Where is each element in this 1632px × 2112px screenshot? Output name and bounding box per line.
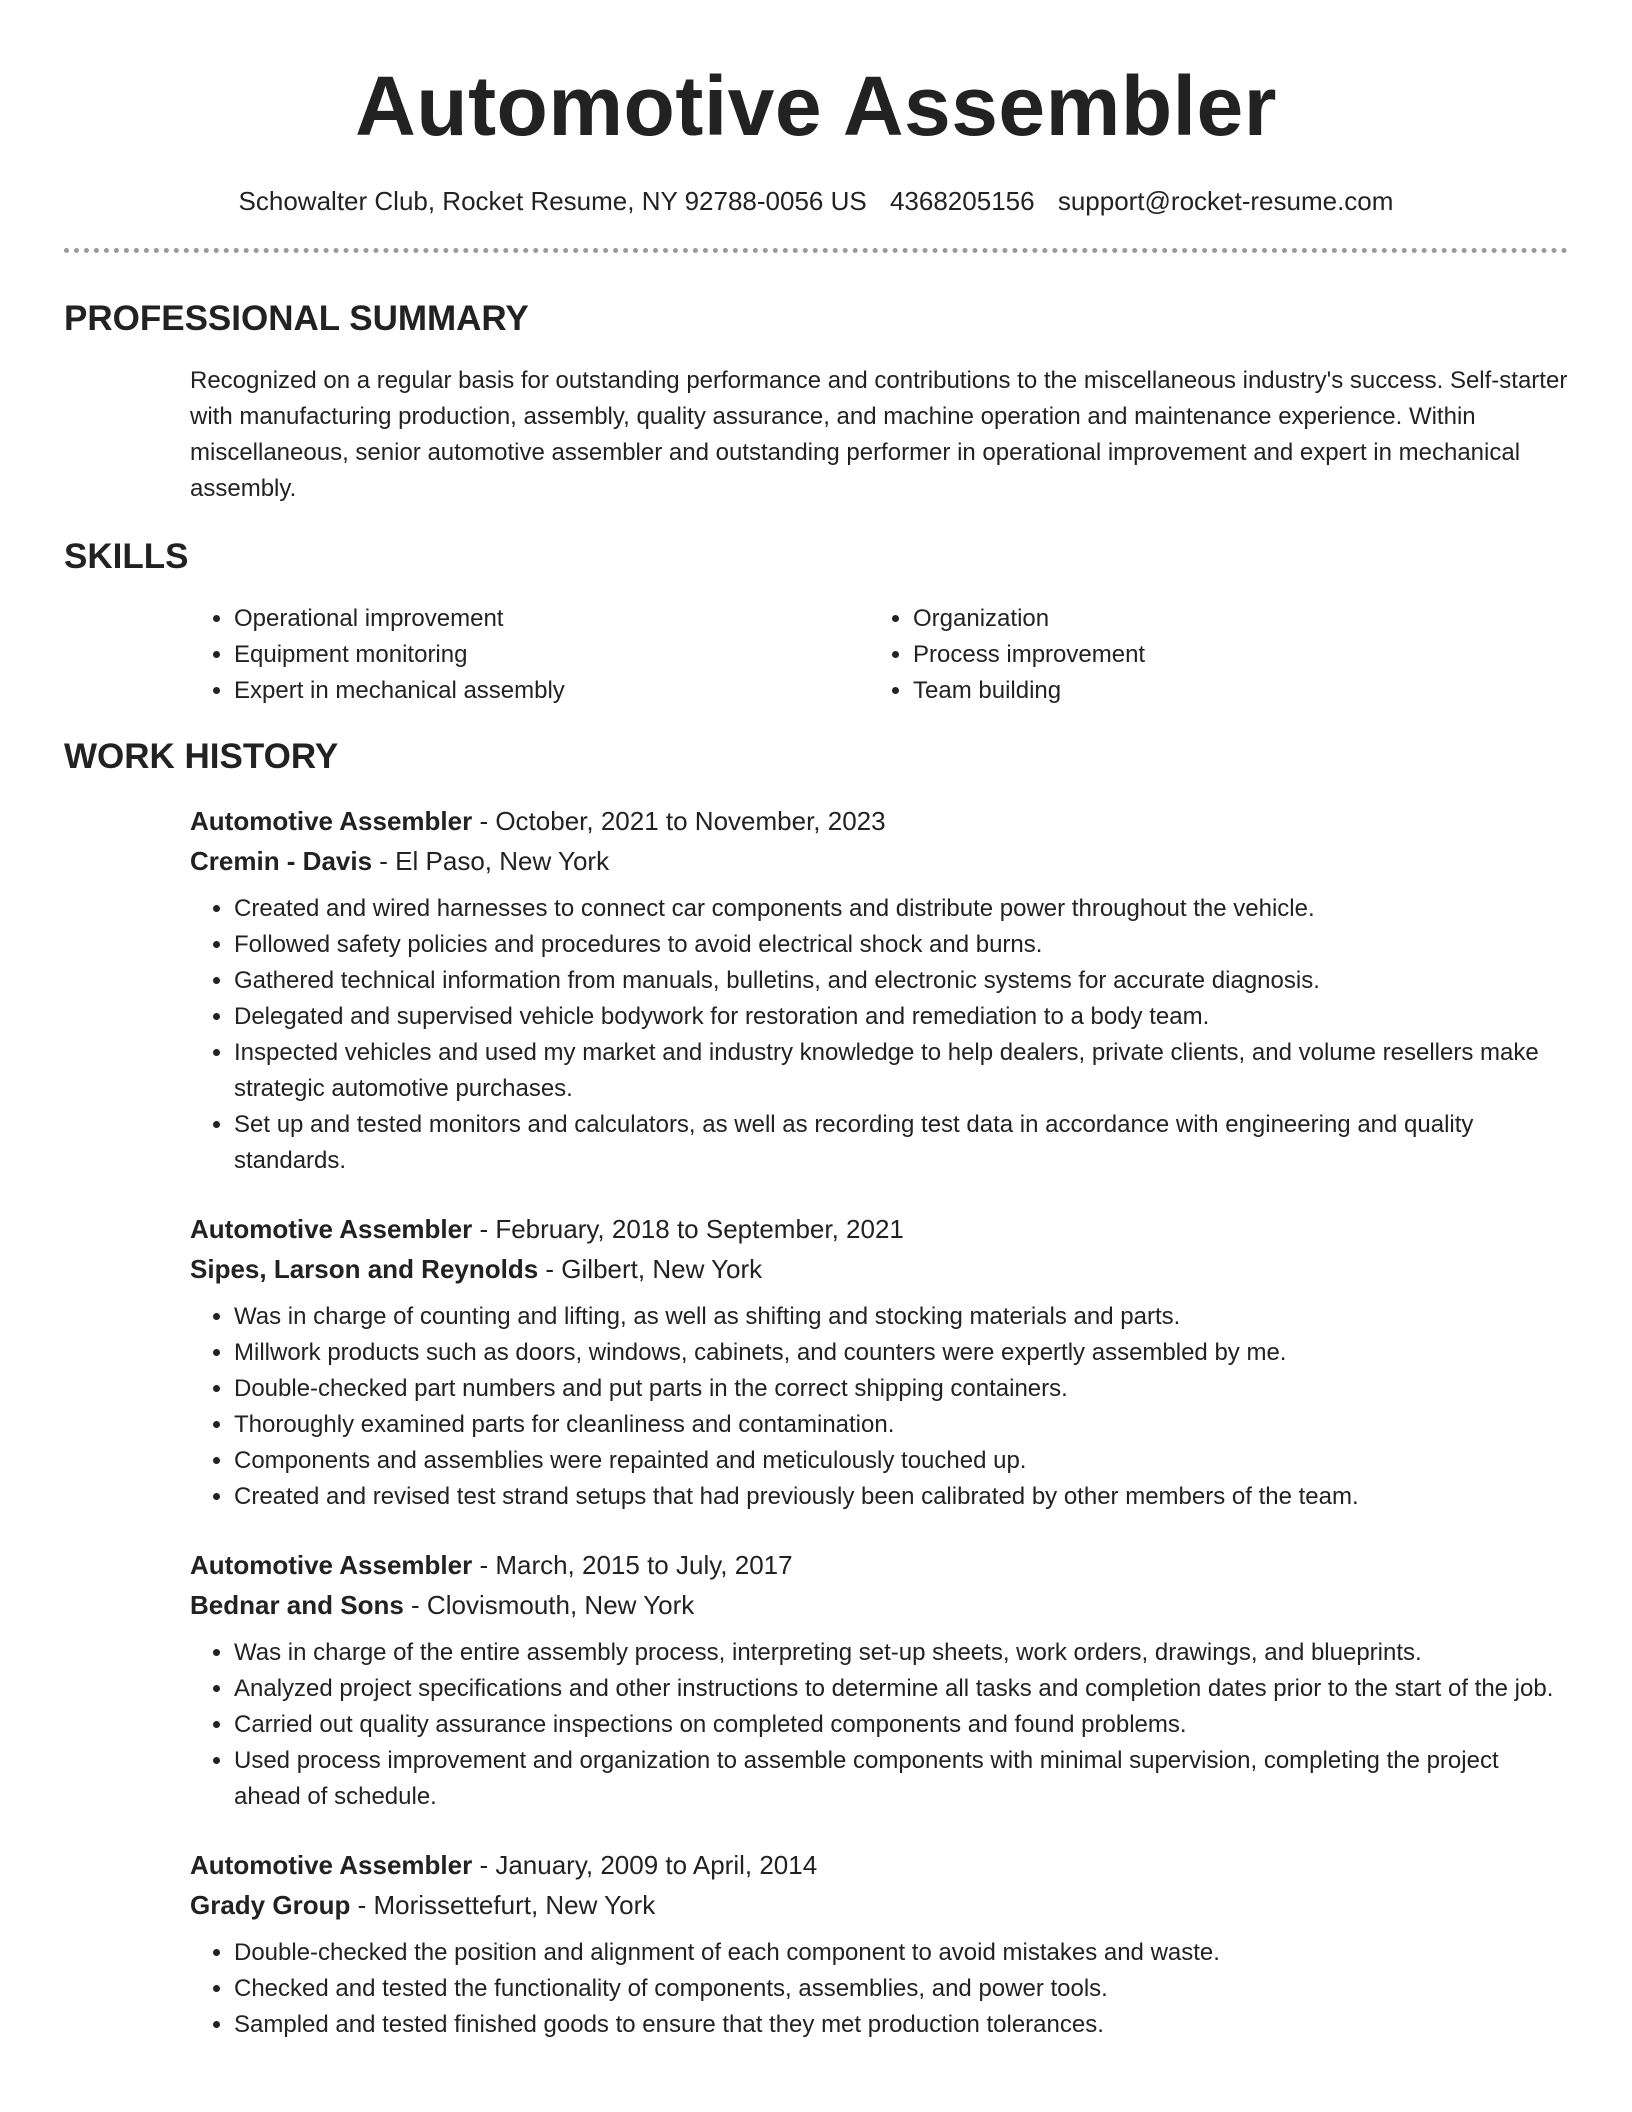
job-bullet: • Set up and tested monitors and calculators, as well as recording test data in accordance with engineering and quality standards. [234, 1107, 1568, 1179]
skill-item: • Team building [913, 673, 1568, 709]
job-company: Bednar and Sons [190, 1590, 404, 1620]
job-entry [190, 1209, 1568, 1515]
job-company-line [190, 1885, 1568, 1925]
job-company: Cremin - Davis [190, 846, 373, 876]
job-location: - Gilbert, New York [538, 1254, 763, 1284]
skill-item: • Organization [913, 601, 1568, 637]
job-company: Sipes, Larson and Reynolds [190, 1254, 539, 1284]
job-bullets [190, 1635, 1568, 1815]
job-location: - Clovismouth, New York [403, 1590, 695, 1620]
skill-item: • Expert in mechanical assembly [234, 673, 869, 709]
job-bullet: • Gathered technical information from manuals, bulletins, and electronic systems for accurate diagnosis. [234, 963, 1568, 999]
job-title-line [190, 1845, 1568, 1885]
job-bullet: • Millwork products such as doors, windows, cabinets, and counters were expertly assembled by me. [234, 1335, 1568, 1371]
job-title-line [190, 801, 1568, 841]
summary-heading: PROFESSIONAL SUMMARY [64, 299, 529, 338]
job-entry [190, 1845, 1568, 2043]
job-dates: - March, 2015 to July, 2017 [472, 1550, 793, 1580]
skill-item: • Process improvement [913, 637, 1568, 673]
skills-column-left [190, 601, 869, 709]
job-bullet: • Created and revised test strand setups that had previously been calibrated by other members of the team. [234, 1479, 1568, 1515]
job-entry [190, 801, 1568, 1179]
skills-heading: SKILLS [64, 537, 189, 576]
job-bullets [190, 891, 1568, 1179]
job-bullet: • Thoroughly examined parts for cleanliness and contamination. [234, 1407, 1568, 1443]
job-title-line [190, 1545, 1568, 1585]
work-history-heading: WORK HISTORY [64, 737, 339, 776]
job-entry [190, 1545, 1568, 1815]
job-location: - Morissettefurt, New York [350, 1890, 656, 1920]
job-bullet: • Created and wired harnesses to connect car components and distribute power throughout the vehicle. [234, 891, 1568, 927]
summary-text: Recognized on a regular basis for outstanding performance and contributions to the miscellaneous industry's success. Self-starter with manufacturing production, assembly, quality assurance, and machine operation and maintenance experience. Within miscellaneous, senior automotive assembler and outstanding performer in operational improvement and expert in mechanical assembly. [190, 367, 1568, 502]
header-divider [64, 248, 1568, 253]
job-role: Automotive Assembler [190, 1550, 473, 1580]
job-bullets [190, 1299, 1568, 1515]
job-bullet: • Analyzed project specifications and other instructions to determine all tasks and completion dates prior to the start of the job. [234, 1671, 1568, 1707]
skill-item: • Equipment monitoring [234, 637, 869, 673]
job-bullet: • Used process improvement and organization to assemble components with minimal supervision, completing the project ahead of schedule. [234, 1743, 1568, 1815]
contact-line [64, 184, 1568, 218]
job-company-line [190, 841, 1568, 881]
job-dates: - October, 2021 to November, 2023 [472, 806, 886, 836]
job-bullet: • Delegated and supervised vehicle bodywork for restoration and remediation to a body team. [234, 999, 1568, 1035]
job-location: - El Paso, New York [372, 846, 610, 876]
job-bullet: • Double-checked the position and alignment of each component to avoid mistakes and waste. [234, 1935, 1568, 1971]
job-role: Automotive Assembler [190, 1850, 473, 1880]
job-bullet: • Was in charge of counting and lifting, as well as shifting and stocking materials and parts. [234, 1299, 1568, 1335]
job-company: Grady Group [190, 1890, 351, 1920]
job-company-line [190, 1249, 1568, 1289]
resume-name: Automotive Assembler [355, 59, 1277, 153]
job-title-line [190, 1209, 1568, 1249]
job-bullet: • Carried out quality assurance inspections on completed components and found problems. [234, 1707, 1568, 1743]
job-bullet: • Double-checked part numbers and put parts in the correct shipping containers. [234, 1371, 1568, 1407]
contact-phone: 4368205156 [889, 186, 1035, 216]
contact-address: Schowalter Club, Rocket Resume, NY 92788-0056 US [238, 186, 867, 216]
contact-email: support@rocket-resume.com [1057, 186, 1394, 216]
job-company-line [190, 1585, 1568, 1625]
job-bullet: • Was in charge of the entire assembly process, interpreting set-up sheets, work orders, drawings, and blueprints. [234, 1635, 1568, 1671]
skills-column-right [869, 601, 1568, 709]
skill-item: • Operational improvement [234, 601, 869, 637]
job-dates: - January, 2009 to April, 2014 [472, 1850, 818, 1880]
job-bullet: • Sampled and tested finished goods to ensure that they met production tolerances. [234, 2007, 1568, 2043]
job-bullet: • Components and assemblies were repainted and meticulously touched up. [234, 1443, 1568, 1479]
skills-list [190, 601, 1568, 709]
job-dates: - February, 2018 to September, 2021 [472, 1214, 904, 1244]
job-bullet: • Followed safety policies and procedures to avoid electrical shock and burns. [234, 927, 1568, 963]
job-role: Automotive Assembler [190, 806, 473, 836]
job-bullet: • Inspected vehicles and used my market and industry knowledge to help dealers, private clients, and volume resellers make strategic automotive purchases. [234, 1035, 1568, 1107]
job-bullet: • Checked and tested the functionality of components, assemblies, and power tools. [234, 1971, 1568, 2007]
job-role: Automotive Assembler [190, 1214, 473, 1244]
job-bullets [190, 1935, 1568, 2043]
